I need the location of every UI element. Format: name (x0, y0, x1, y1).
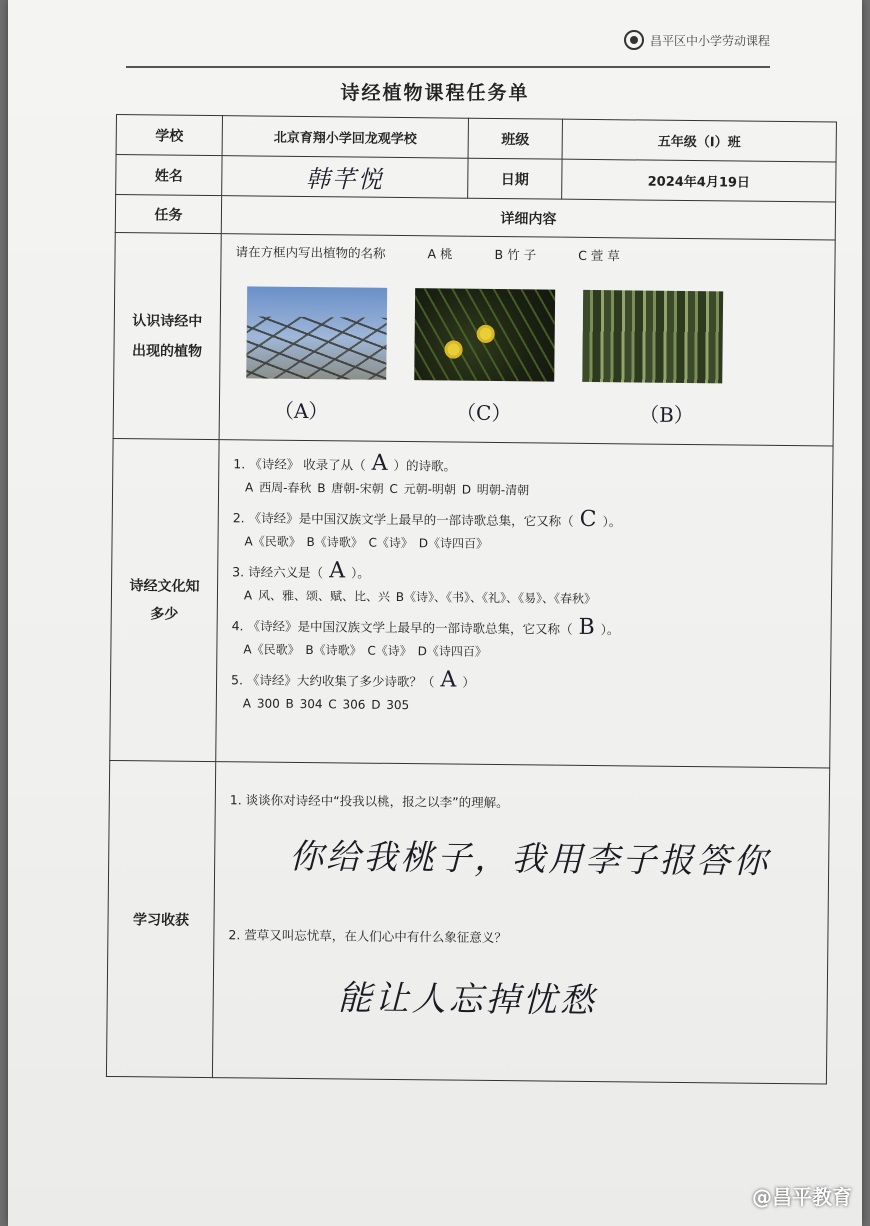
class-value: 五年级（I）班 (562, 119, 836, 162)
school-label: 学校 (116, 115, 222, 156)
daylily-photo (414, 288, 555, 381)
class-label: 班级 (468, 118, 562, 159)
header-rule (126, 66, 770, 68)
answer-5: A (440, 667, 457, 693)
answer-3: A (329, 558, 346, 584)
worksheet-paper (8, 0, 862, 1226)
question-3: 3. 诗经六义是（ A ）。 A 风、雅、颂、赋、比、兴 B《诗》、《书》、《礼》、《易》、《春秋》 (232, 560, 817, 610)
date-label: 日期 (468, 158, 562, 199)
page-title: 诗经植物课程任务单 (340, 82, 530, 104)
photo3-answer: （B） (639, 402, 695, 428)
reflection-question-2: 2. 萱草又叫忘忧草，在人们心中有什么象征意义？ (228, 927, 507, 946)
section2-label: 诗经文化知多少 (110, 438, 219, 761)
answer-2: C (579, 506, 597, 533)
reflection-answer-2: 能让人忘掉忧愁 (337, 978, 597, 1022)
peach-branch-photo (246, 286, 387, 379)
task-label: 任务 (115, 195, 221, 234)
date-value: 2024年4月19日 (562, 159, 836, 202)
reflection-question-1: 1. 谈谈你对诗经中“投我以桃，报之以李”的理解。 (229, 792, 509, 811)
section3-content (212, 762, 829, 1084)
section1-content (219, 234, 835, 446)
name-label: 姓名 (116, 155, 222, 196)
plant-photos (246, 286, 723, 383)
question-5: 5. 《诗经》大约收集了多少诗歌？（ A ） A 300 B 304 C 306 D 305 (231, 668, 816, 718)
options-4: A《民歌》 B《诗歌》 C《诗》 D《诗四百》 (243, 642, 487, 659)
detail-label: 详细内容 (221, 196, 835, 240)
section1-label: 认识诗经中出现的植物 (113, 232, 221, 439)
school-value: 北京育翔小学回龙观学校 (222, 116, 468, 159)
section1-instruction: 请在方框内写出植物的名称 (235, 244, 386, 261)
student-name: 韩芊悦 (222, 156, 468, 199)
options-5: A 300 B 304 C 306 D 305 (242, 696, 410, 713)
reflection-answer-1: 你给我桃子，我用李子报答你 (289, 836, 771, 882)
answer-4: B (578, 614, 595, 641)
section1-instruction-row (235, 242, 820, 266)
brand-text: 昌平区中小学劳动课程 (649, 33, 770, 48)
photo2-answer: （C） (455, 400, 512, 426)
plant-option-b: B 竹 子 (494, 246, 537, 263)
options-1: A 西周-春秋 B 唐朝-宋朝 C 元朝-明朝 D 明朝-清朝 (245, 480, 530, 498)
plant-option-a: A 桃 (427, 246, 453, 262)
photo-answers (274, 395, 694, 428)
section3-label: 学习收获 (106, 760, 215, 1077)
section2-content (216, 440, 833, 768)
plant-option-c: C 萱 草 (578, 247, 620, 264)
question-2: 2. 《诗经》是中国汉族文学上最早的一部诗歌总集，它又称（ C ）。 A《民歌》 B《诗歌》 C《诗》 D《诗四百》 (232, 506, 817, 556)
watermark (752, 1181, 852, 1210)
bamboo-photo (582, 290, 723, 383)
task-table (106, 114, 836, 1084)
question-4: 4. 《诗经》是中国汉族文学上最早的一部诗歌总集，它又称（ B ）。 A《民歌》 B《诗歌》 C《诗》 D《诗四百》 (231, 614, 816, 664)
options-2: A《民歌》 B《诗歌》 C《诗》 D《诗四百》 (244, 534, 489, 551)
options-3: A 风、雅、颂、赋、比、兴 B《诗》、《书》、《礼》、《易》、《春秋》 (243, 588, 597, 607)
photo1-answer: （A） (273, 398, 329, 424)
header-brand (624, 30, 770, 50)
answer-1: A (371, 450, 388, 476)
watermark-text: @昌平教育 (752, 1185, 852, 1209)
brand-logo-icon (624, 30, 644, 50)
question-1: 1. 《诗经》 收录了从（ A ）的诗歌。 A 西周-春秋 B 唐朝-宋朝 C 元朝-明朝 D 明朝-清朝 (233, 452, 818, 502)
